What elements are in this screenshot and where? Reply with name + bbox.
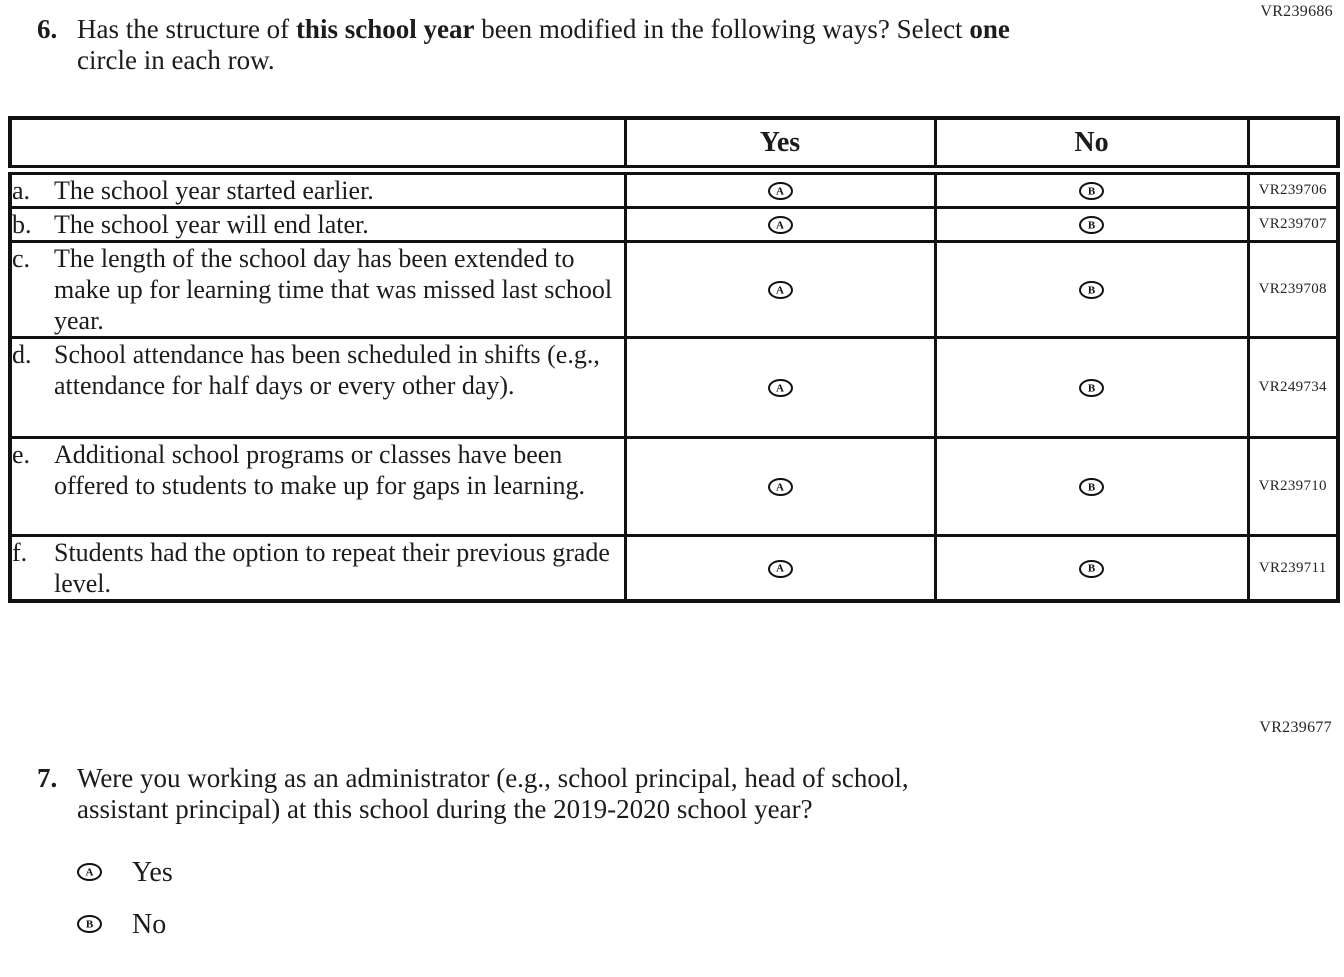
question7-vr-code: VR239677 <box>1259 719 1332 736</box>
bubble-letter-a: A <box>776 185 784 198</box>
row-a-no-bubble[interactable] <box>1079 182 1104 200</box>
row-e-yes-bubble[interactable] <box>768 478 793 496</box>
bubble-letter-b: B <box>1087 284 1096 297</box>
q7-no-label: No <box>132 908 167 940</box>
table-row <box>10 438 1338 536</box>
bubble-letter-b: B <box>1087 219 1096 232</box>
bubble-letter-a: A <box>776 284 784 297</box>
question-7 <box>37 763 1344 959</box>
row-d-no-bubble[interactable] <box>1079 379 1104 397</box>
table-row <box>10 536 1338 602</box>
row-b-no-bubble[interactable] <box>1079 216 1104 234</box>
row-letter: c. <box>12 244 31 273</box>
table-row <box>10 338 1338 438</box>
row-letter: d. <box>12 340 32 369</box>
code-column-header <box>1248 118 1338 170</box>
row-vr-code: VR239706 <box>1248 170 1338 208</box>
table-header-row <box>10 118 1338 170</box>
q7-yes-bubble[interactable] <box>77 863 102 881</box>
row-f-yes-bubble[interactable] <box>768 560 793 578</box>
row-b-yes-bubble[interactable] <box>768 216 793 234</box>
bubble-letter-b: B <box>1087 562 1096 575</box>
question6-vr-code: VR239686 <box>1260 3 1333 20</box>
question7-line2: assistant principal) at this school during the 2019-2020 school year? <box>77 794 813 824</box>
row-letter: f. <box>12 538 28 567</box>
row-vr-code: VR239710 <box>1248 438 1338 536</box>
question6-response-table <box>8 116 1340 603</box>
row-vr-code: VR239708 <box>1248 242 1338 338</box>
row-statement: The length of the school day has been extended to make up for learning time that was missed last school year. <box>54 244 613 335</box>
question-6 <box>37 14 1344 76</box>
bubble-letter-a: A <box>776 562 784 575</box>
row-statement: Students had the option to repeat their previous grade level. <box>54 538 610 598</box>
statement-column-header <box>10 118 625 170</box>
q7-no-bubble[interactable] <box>77 915 102 933</box>
row-c-no-bubble[interactable] <box>1079 281 1104 299</box>
q7-yes-label: Yes <box>132 856 173 888</box>
bubble-letter-a: A <box>85 866 94 878</box>
row-statement: School attendance has been scheduled in shifts (e.g., attendance for half days or every other day). <box>54 340 600 400</box>
question6-text <box>77 14 1010 76</box>
q7-option-yes[interactable] <box>77 855 909 889</box>
question6-line1: Has the structure of this school year been modified in the following ways? Select one <box>77 14 1010 44</box>
bubble-letter-b: B <box>85 918 94 930</box>
row-d-yes-bubble[interactable] <box>768 379 793 397</box>
bubble-letter-b: B <box>1087 185 1096 198</box>
bubble-letter-a: A <box>776 481 784 494</box>
question7-number: 7. <box>37 763 58 793</box>
row-statement: Additional school programs or classes have been offered to students to make up for gaps in learning. <box>54 440 585 500</box>
table-row <box>10 208 1338 242</box>
row-e-no-bubble[interactable] <box>1079 478 1104 496</box>
row-statement: The school year will end later. <box>54 210 369 239</box>
table-row <box>10 170 1338 208</box>
question6-number: 6. <box>37 14 58 44</box>
question7-vr-code-row <box>0 719 1344 737</box>
row-vr-code: VR249734 <box>1248 338 1338 438</box>
row-a-yes-bubble[interactable] <box>768 182 793 200</box>
yes-column-header: Yes <box>625 118 935 170</box>
table-row <box>10 242 1338 338</box>
bubble-letter-a: A <box>776 382 784 395</box>
question7-options <box>77 855 909 941</box>
question7-line1: Were you working as an administrator (e.g., school principal, head of school, <box>77 763 909 793</box>
no-column-header: No <box>935 118 1248 170</box>
row-statement: The school year started earlier. <box>54 176 374 205</box>
row-letter: a. <box>12 176 31 205</box>
question7-text <box>77 763 909 959</box>
row-vr-code: VR239707 <box>1248 208 1338 242</box>
row-vr-code: VR239711 <box>1248 536 1338 602</box>
row-f-no-bubble[interactable] <box>1079 560 1104 578</box>
question6-line2: circle in each row. <box>77 45 275 75</box>
row-c-yes-bubble[interactable] <box>768 281 793 299</box>
q7-option-no[interactable] <box>77 907 909 941</box>
bubble-letter-b: B <box>1087 481 1096 494</box>
row-letter: e. <box>12 440 31 469</box>
row-letter: b. <box>12 210 32 239</box>
bubble-letter-b: B <box>1087 382 1096 395</box>
bubble-letter-a: A <box>776 219 784 232</box>
